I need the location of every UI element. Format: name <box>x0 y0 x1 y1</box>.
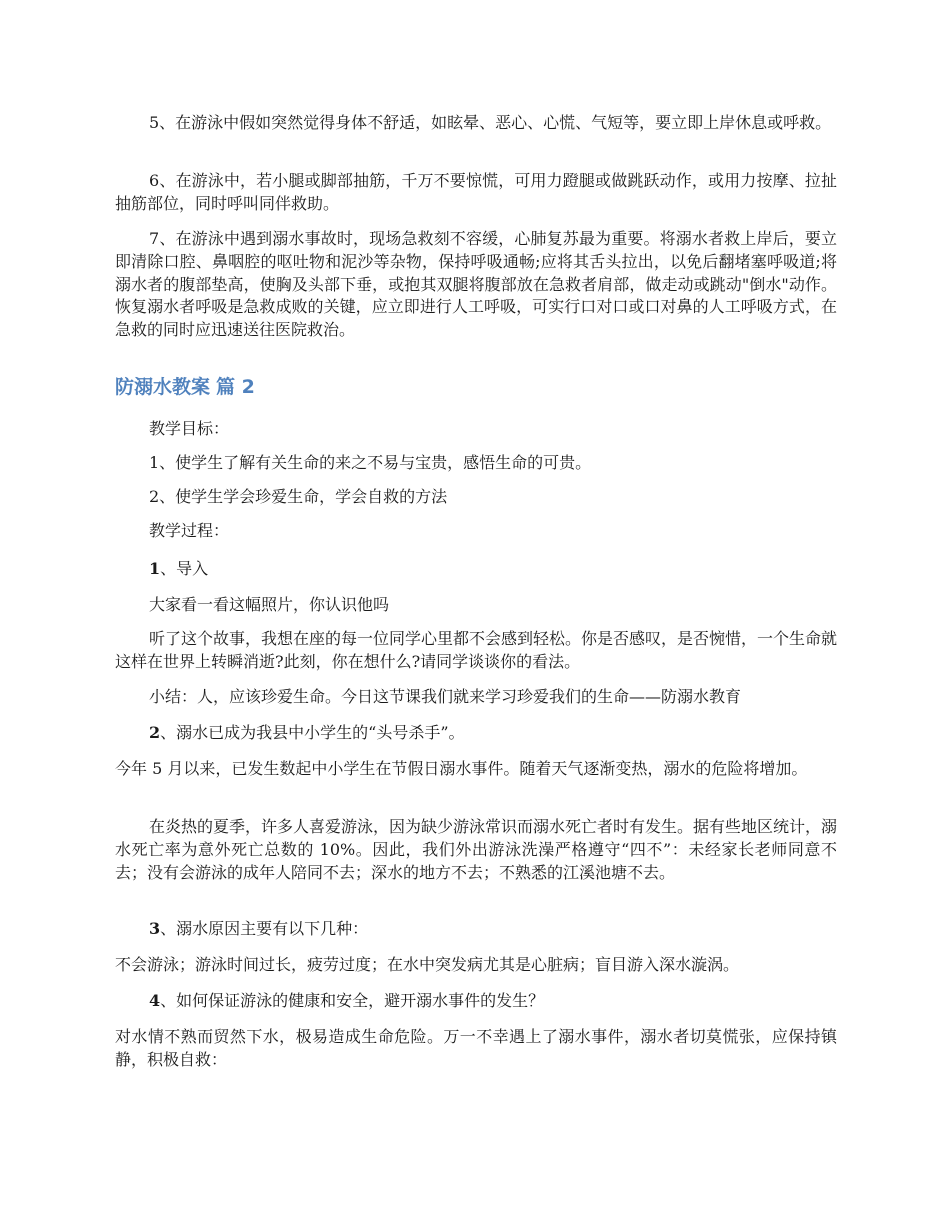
may-paragraph: 今年 5 月以来，已发生数起中小学生在节假日溺水事件。随着天气逐渐变热，溺水的危险将增加。 <box>115 759 808 778</box>
step-3-text: 、溺水原因主要有以下几种： <box>160 919 369 938</box>
goal-item-2: 2、使学生学会珍爱生命，学会自救的方法 <box>149 487 448 506</box>
step-1-number: 1 <box>149 559 161 578</box>
step-1-text: 、导入 <box>160 559 209 578</box>
goal-item-1: 1、使学生了解有关生命的来之不易与宝贵，感悟生命的可贵。 <box>149 453 592 472</box>
heading-title: 防溺水教案 <box>115 376 211 398</box>
step-4-heading <box>115 990 837 1013</box>
summer-paragraph: 在炎热的夏季，许多人喜爱游泳，因为缺少游泳常识而溺水死亡者时有发生。据有些地区统计，溺水死亡率为意外死亡总数的 10%。因此，我们外出游泳洗澡严格遵守“四不”：未经家长老师同意不去；没有会游泳的成年人陪同不去；深水的地方不去；不熟悉的江溪池塘不去。 <box>115 817 838 882</box>
paragraph-item-7: 7、在游泳中遇到溺水事故时，现场急救刻不容缓，心肺复苏最为重要。将溺水者救上岸后，要立即清除口腔、鼻咽腔的呕吐物和泥沙等杂物，保持呼吸通畅;应将其舌头拉出，以免后翻堵塞呼吸道;将溺水者的腹部垫高，使胸及头部下垂，或抱其双腿将腹部放在急救者肩部，做走动或跳动"倒水"动作。恢复溺水者呼吸是急救成败的关键，应立即进行人工呼吸，可实行口对口或口对鼻的人工呼吸方式，在急救的同时应迅速送往医院救治。 <box>115 229 837 340</box>
paragraph-item-5: 5、在游泳中假如突然觉得身体不舒适，如眩晕、恶心、心慌、气短等，要立即上岸休息或呼救。 <box>149 113 832 132</box>
step-2-number: 2 <box>149 723 161 742</box>
goal-label: 教学目标： <box>149 419 230 438</box>
step-1-heading <box>115 558 837 581</box>
step-3-number: 3 <box>149 919 161 938</box>
process-label: 教学过程： <box>149 521 230 540</box>
story-paragraph: 听了这个故事，我想在座的每一位同学心里都不会感到轻松。你是否感叹，是否惋惜，一个生命就这样在世界上转瞬消逝?此刻，你在想什么?请同学谈谈你的看法。 <box>115 629 838 671</box>
step-2-heading <box>115 722 837 745</box>
step-4-text: 、如何保证游泳的健康和安全，避开溺水事件的发生？ <box>160 991 545 1010</box>
summary-paragraph: 小结：人，应该珍爱生命。今日这节课我们就来学习珍爱我们的生命——防溺水教育 <box>149 687 742 706</box>
heading-suffix: 篇 2 <box>216 376 255 398</box>
step-2-text: 、溺水已成为我县中小学生的“头号杀手”。 <box>160 723 465 742</box>
intro-paragraph: 大家看一看这幅照片，你认识他吗 <box>149 595 390 614</box>
step-4-number: 4 <box>149 991 161 1010</box>
selfsave-paragraph: 对水情不熟而贸然下水，极易造成生命危险。万一不幸遇上了溺水事件，溺水者切莫慌张，应保持镇静，积极自救： <box>115 1027 837 1069</box>
step-3-heading <box>115 918 837 941</box>
causes-paragraph: 不会游泳；游泳时间过长，疲劳过度；在水中突发病尤其是心脏病；盲目游入深水漩涡。 <box>115 955 740 974</box>
paragraph-item-6: 6、在游泳中，若小腿或脚部抽筋，千万不要惊慌，可用力蹬腿或做跳跃动作，或用力按摩、拉扯抽筋部位，同时呼叫同伴救助。 <box>115 171 837 213</box>
section-heading <box>115 374 255 400</box>
